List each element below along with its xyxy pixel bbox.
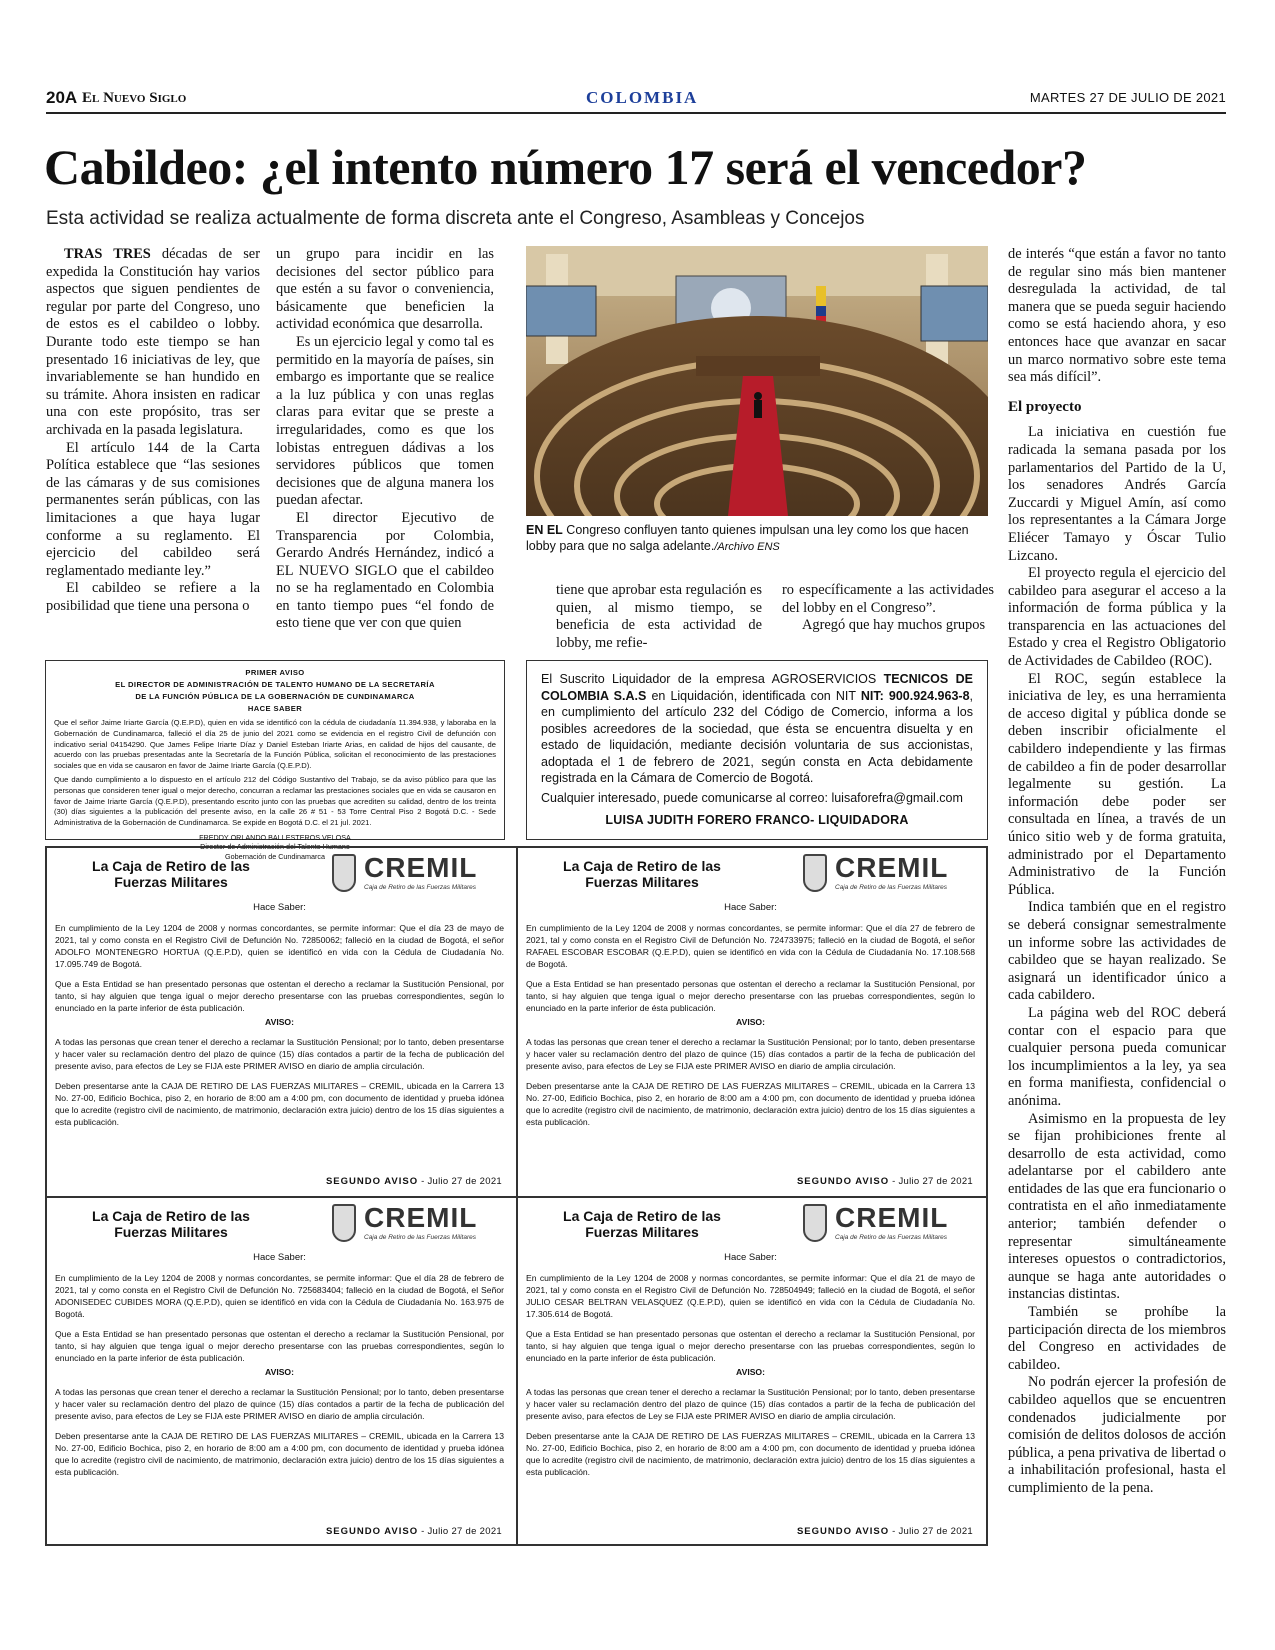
paragraph: El ROC, según establece la iniciativa de ley, es una herramienta de acceso digital y pública donde se deben inscribir oficialmente el cabildero independiente y las firmas de cabildeo a fin de poder desarrollar legalmente su gestión. La información debe poder ser consultada en línea, a través de un único sitio web y de forma gratuita, administrado por el Departamento Administrativo de la Función Pública. xyxy=(1008,670,1226,898)
paragraph: A todas las personas que crean tener el derecho a reclamar la Sustitución Pensional; por lo tanto, deben presentarse y hacer valer su reclamación dentro del plazo de quince (15) días contados a partir de la fecha de publicación del presente aviso, para efectos de Ley se FIJA este PRIMER AVISO en diario de amplia circulación. xyxy=(55,1037,504,1071)
lead-in: TRAS TRES xyxy=(64,246,151,262)
cremil-logo: CREMIL Caja de Retiro de las Fuerzas Militares xyxy=(332,1204,492,1242)
notice-footer: SEGUNDO AVISO - Julio 27 de 2021 xyxy=(325,1176,502,1187)
cremil-notice xyxy=(45,846,514,1194)
cremil-notice xyxy=(45,1196,514,1544)
paragraph: Que a Esta Entidad se han presentado personas que ostentan el derecho a reclamar la Sustitución Pensional, por tanto, si hay alguien que tenga igual o mejor derecho presentarse con las pruebas correspondientes, según lo enunciado en la parte inferior de ésta publicación. xyxy=(55,1329,504,1363)
page-header xyxy=(46,88,1226,114)
liquidation-notice xyxy=(526,660,988,840)
notice-body xyxy=(55,1272,504,1486)
notice-signature: FREDDY ORLANDO BALLESTEROS VELOSA Director de Administración del Talento Humano Gobernación de Cundinamarca xyxy=(199,832,351,861)
subheadline: Esta actividad se realiza actualmente de forma discreta ante el Congreso, Asambleas y Concejos xyxy=(46,208,865,229)
headline: Cabildeo: ¿el intento número 17 será el vencedor? xyxy=(44,139,1087,195)
aviso-label: AVISO: xyxy=(265,1017,294,1027)
cremil-logo: CREMIL Caja de Retiro de las Fuerzas Militares xyxy=(803,1204,963,1242)
paragraph: A todas las personas que crean tener el derecho a reclamar la Sustitución Pensional; por lo tanto, deben presentarse y hacer valer su reclamación dentro del plazo de quince (15) días contados a partir de la fecha de publicación del presente aviso, para efectos de Ley se FIJA este PRIMER AVISO en diario de amplia circulación. xyxy=(55,1387,504,1421)
paragraph: En cumplimiento de la Ley 1204 de 2008 y normas concordantes, se permite informar: Que el día 28 de febrero de 2021, tal y como consta en el Registro Civil de Defunción No. 725683404; falleció en la ciudad de Bogotá, el Señor ADONISEDEC CUBIDES MORA (Q.E.P.D), quien se identificó en vida con la Cédula de Ciudadanía No. 163.975 de Bogotá. xyxy=(55,1273,504,1319)
shield-icon xyxy=(803,1204,827,1242)
paragraph: El artículo 144 de la Carta Política establece que “las sesiones de las cámaras y de sus comisiones permanentes serán públicas, con las limitaciones a que haya lugar conforme a su reglamento. El ejercicio del cabildeo será reglamentado mediante ley.” xyxy=(46,439,260,579)
liquidation-text: El Suscrito Liquidador de la empresa AGROSERVICIOS TECNICOS DE COLOMBIA S.A.S en Liquidación, identificada con NIT NIT: 900.924.963-8, en cumplimiento del artículo 232 del Código de Comercio, informa a los posibles acreedores de la sociedad, que ésta se encuentra disuelta y en estado de liquidación, mediante decisión voluntaria de sus accionistas, adoptada el 1 de febrero de 2021, según consta en Acta debidamente registrada en la Cámara de Comercio de Bogotá. xyxy=(541,672,973,785)
paragraph: Deben presentarse ante la CAJA DE RETIRO DE LAS FUERZAS MILITARES – CREMIL, ubicada en la Carrera 13 No. 27-00, Edificio Bochica, piso 2, en horario de 8:00 am a 4:00 pm, con documento de identidad y prueba idónea que lo acredite (registro civil de nacimiento, de matrimonio, declaración extra juicio) dentro de los 15 días siguientes a esta publicación. xyxy=(55,1431,504,1477)
notice-heading: La Caja de Retiro de las Fuerzas Militares xyxy=(92,858,250,890)
aviso-label: AVISO: xyxy=(265,1367,294,1377)
notice-body xyxy=(526,922,975,1136)
liquidation-signature: LUISA JUDITH FORERO FRANCO- LIQUIDADORA xyxy=(605,813,909,827)
hace-saber: Hace Saber: xyxy=(724,1252,777,1263)
aviso-label: AVISO: xyxy=(736,1367,765,1377)
paragraph: Que a Esta Entidad se han presentado personas que ostentan el derecho a reclamar la Sustitución Pensional, por tanto, si hay alguien que tenga igual o mejor derecho presentarse con las pruebas correspondientes, según lo enunciado en la parte inferior de ésta publicación. xyxy=(526,1329,975,1363)
liquidation-contact: Cualquier interesado, puede comunicarse al correo: luisaforefra@gmail.com xyxy=(541,790,963,805)
paragraph: La página web del ROC deberá contar con el espacio para que cualquier persona pueda comunicar los incumplimientos a la ley, ya sea en forma manifiesta, confidencial o anónima. xyxy=(1008,1004,1226,1109)
issue-date: MARTES 27 DE JULIO DE 2021 xyxy=(1029,90,1226,105)
article-column-4 xyxy=(782,582,994,635)
primer-aviso-notice xyxy=(45,660,505,861)
notice-footer: SEGUNDO AVISO - Julio 27 de 2021 xyxy=(325,1526,502,1537)
paragraph: En cumplimiento de la Ley 1204 de 2008 y normas concordantes, se permite informar: Que el día 23 de mayo de 2021, tal y como consta en el Registro Civil de Defunción No. 72850062; falleció en la ciudad de Bogotá, el señor ADOLFO MONTENEGRO HORTUA (Q.E.P.D), quien se identificó en vida con la Cédula de Ciudadanía No. 17.095.749 de Bogotá. xyxy=(55,923,504,969)
paragraph: En cumplimiento de la Ley 1204 de 2008 y normas concordantes, se permite informar: Que el día 21 de mayo de 2021, tal y como consta en el Registro Civil de Defunción No. 728504949; falleció en la ciudad de Bogotá, el señor JULIO CESAR BELTRAN VELASQUEZ (Q.E.P.D), quien se identificó en vida con la Cédula de Ciudadanía No. 17.305.614 de Bogotá. xyxy=(526,1273,975,1319)
paragraph: El proyecto regula el ejercicio del cabildeo para asegurar el acceso a la información de forma pública y la transparencia en las actuaciones del Estado y crea el Registro Obligatorio de Actividades de Cabildeo (ROC). xyxy=(1008,565,1226,670)
notice-body xyxy=(55,922,504,1136)
paragraph: Que a Esta Entidad se han presentado personas que ostentan el derecho a reclamar la Sustitución Pensional, por tanto, si hay alguien que tenga igual o mejor derecho presentarse con las pruebas correspondientes, según lo enunciado en la parte inferior de ésta publicación. xyxy=(526,979,975,1013)
article-column-2 xyxy=(276,246,494,633)
section-subtitle: El proyecto xyxy=(1008,398,1082,415)
article-column-1 xyxy=(46,246,260,615)
paragraph: El cabildeo se refiere a la posibilidad que tiene una persona o xyxy=(46,580,260,614)
paragraph: A todas las personas que crean tener el derecho a reclamar la Sustitución Pensional; por lo tanto, deben presentarse y hacer valer su reclamación dentro del plazo de quince (15) días contados a partir de la fecha de publicación del presente aviso, para efectos de Ley se FIJA este PRIMER AVISO en diario de amplia circulación. xyxy=(526,1387,975,1421)
paragraph: Que a Esta Entidad se han presentado personas que ostentan el derecho a reclamar la Sustitución Pensional, por tanto, si hay alguien que tenga igual o mejor derecho presentarse con las pruebas correspondientes, según lo enunciado en la parte inferior de ésta publicación. xyxy=(55,979,504,1013)
notice-line: HACE SABER xyxy=(247,704,303,713)
paragraph: En cumplimiento de la Ley 1204 de 2008 y normas concordantes, se permite informar: Que el día 27 de febrero de 2021, tal y como consta en el Registro Civil de Defunción No. 724733975; falleció en la ciudad de Bogotá, el señor RAFAEL ESCOBAR ESCOBAR (Q.E.P.D), quien se identificó en vida con la Cédula de Ciudadanía No. 17.108.568 de Bogotá. xyxy=(526,923,975,969)
notice-heading: La Caja de Retiro de las Fuerzas Militares xyxy=(563,858,721,890)
page-number: 20A xyxy=(46,88,78,107)
paragraph: Deben presentarse ante la CAJA DE RETIRO DE LAS FUERZAS MILITARES – CREMIL, ubicada en la Carrera 13 No. 27-00, Edificio Bochica, piso 2, en horario de 8:00 am a 4:00 pm, con documento de identidad y prueba idónea que lo acredite (registro civil de nacimiento, de matrimonio, declaración extra juicio) dentro de los 15 días siguientes a esta publicación. xyxy=(55,1081,504,1127)
paragraph: ro específicamente a las actividades del lobby en el Congreso”. xyxy=(782,582,994,616)
hace-saber: Hace Saber: xyxy=(253,902,306,913)
notice-footer: SEGUNDO AVISO - Julio 27 de 2021 xyxy=(796,1526,973,1537)
shield-icon xyxy=(803,854,827,892)
paragraph: tiene que aprobar esta regulación es quien, al mismo tiempo, se beneficia de esta actividad de lobby, me refie- xyxy=(556,582,762,651)
notice-body: Que el señor Jaime Iriarte García (Q.E.P.D), quien en vida se identificó con la cédula de ciudadanía 11.394.938, y laboraba en la Gobernación de Cundinamarca, falleció el día 25 de junio del 2021 como se evidencia en el registro Civil de defunción con indicativo serial 04154290. Que James Felipe Iriarte Díaz y Daniel Esteban Iriarte Arias, en calidad de hijos del causante, de acuerdo con las pruebas presentadas ante la Secretaría de la Función Pública, solicitan el reconocimiento de las prestaciones sociales que en vida se causaron en favor de Jaime Iriarte García (Q.E.P.D). xyxy=(54,718,496,771)
paragraph: Deben presentarse ante la CAJA DE RETIRO DE LAS FUERZAS MILITARES – CREMIL, ubicada en la Carrera 13 No. 27-00, Edificio Bochica, piso 2, en horario de 8:00 am a 4:00 pm, con documento de identidad y prueba idónea que lo acredite (registro civil de nacimiento, de matrimonio, declaración extra juicio) dentro de los 15 días siguientes a esta publicación. xyxy=(526,1431,975,1477)
notice-body: Que dando cumplimiento a lo dispuesto en el artículo 212 del Código Sustantivo del Trabajo, se da aviso público para que las personas que consideren tener igual o mejor derecho, concurran a reclamar las prestaciones sociales que en vida se causaron en favor de Jaime Iriarte García (Q.E.P.D), presentando escrito junto con las pruebas que acrediten su calidad, dentro de los treinta (30) días siguientes a la publicación del presente aviso, en la calle 26 # 51 - 53 Torre Central Piso 2 Bogotá D.C. - Sede Administrativa de la Gobernación de Cundinamarca. Se expide en Bogotá D.C. el 21 jul. 2021. xyxy=(54,774,496,828)
paragraph: Deben presentarse ante la CAJA DE RETIRO DE LAS FUERZAS MILITARES – CREMIL, ubicada en la Carrera 13 No. 27-00, Edificio Bochica, piso 2, en horario de 8:00 am a 4:00 pm, con documento de identidad y prueba idónea que lo acredite (registro civil de nacimiento, de matrimonio, declaración extra juicio) dentro de los 15 días siguientes a esta publicación. xyxy=(526,1081,975,1127)
cremil-notice xyxy=(516,1196,985,1544)
shield-icon xyxy=(332,1204,356,1242)
photo-caption: EN EL Congreso confluyen tanto quienes impulsan una ley como los que hacen lobby para que no salga adelante./Archivo ENS xyxy=(526,523,969,553)
article-column-3 xyxy=(556,582,762,652)
paragraph: La iniciativa en cuestión fue radicada la semana pasada por los parlamentarios del Partido de la U, los senadores Andrés García Zuccardi y Miguel Amín, así como los representantes a la Cámara Jorge Eliécer Tamayo y Óscar Tulio Lizcano. xyxy=(1008,424,1226,564)
cremil-notice xyxy=(516,846,985,1194)
notice-line: EL DIRECTOR DE ADMINISTRACIÓN DE TALENTO HUMANO DE LA SECRETARÍA xyxy=(115,680,435,689)
notice-line: DE LA FUNCIÓN PÚBLICA DE LA GOBERNACIÓN DE CUNDINAMARCA xyxy=(135,692,415,701)
notice-title: PRIMER AVISO xyxy=(245,668,305,677)
hace-saber: Hace Saber: xyxy=(253,1252,306,1263)
cremil-logo: CREMIL Caja de Retiro de las Fuerzas Militares xyxy=(332,854,492,892)
shield-icon xyxy=(332,854,356,892)
cremil-logo: CREMIL Caja de Retiro de las Fuerzas Militares xyxy=(803,854,963,892)
paragraph: También se prohíbe la participación directa de los miembros del Congreso en actividades de cabildeo. xyxy=(1008,1304,1226,1373)
paragraph: TRAS TRES décadas de ser expedida la Constitución hay varios aspectos que siguen pendientes de regular por parte del Congreso, uno de estos es el cabildeo o lobby. Durante todo este tiempo se han presentado 16 iniciativas de ley, que invariablemente se han hundido en su trámite. Ahora insisten en radicar una con este propósito, tras ser archivada en la pasada legislatura. xyxy=(46,246,260,438)
notice-footer: SEGUNDO AVISO - Julio 27 de 2021 xyxy=(796,1176,973,1187)
paragraph: El director Ejecutivo de Transparencia por Colombia, Gerardo Andrés Hernández, indicó a EL NUEVO SIGLO que el cabildeo no se ha reglamentado en Colombia en tanto tiempo pues “el fondo de esto tiene que ver con que quien xyxy=(276,509,494,632)
congress-photo xyxy=(526,246,988,516)
paragraph: A todas las personas que crean tener el derecho a reclamar la Sustitución Pensional; por lo tanto, deben presentarse y hacer valer su reclamación dentro del plazo de quince (15) días contados a partir de la fecha de publicación del presente aviso, para efectos de Ley se FIJA este PRIMER AVISO en diario de amplia circulación. xyxy=(526,1037,975,1071)
notice-heading: La Caja de Retiro de las Fuerzas Militares xyxy=(92,1208,250,1240)
notice-body xyxy=(526,1272,975,1486)
paragraph: de interés “que están a favor no tanto de regular sino más bien mantener desregulada la actividad, de tal manera que se pueda seguir haciendo como se está haciendo ahora, y eso entonces hace que avanzar en sacar un marco normativo sobre este tema sea más difícil”. xyxy=(1008,246,1226,386)
newspaper-name: El Nuevo Siglo xyxy=(82,90,187,106)
notice-heading: La Caja de Retiro de las Fuerzas Militares xyxy=(563,1208,721,1240)
paragraph: un grupo para incidir en las decisiones del sector público para que estén a su favor o conveniencia, básicamente que beneficien la actividad económica que desarrolla. xyxy=(276,246,494,333)
paragraph: Es un ejercicio legal y como tal es permitido en la mayoría de países, sin embargo es importante que se realice a la luz pública y con unas reglas claras para evitar que se preste a irregularidades, como es que los lobistas entreguen dádivas a los servidores públicos que tomen decisiones que de alguna manera los puedan afectar. xyxy=(276,333,494,509)
congress-chamber-illustration xyxy=(526,246,988,516)
paragraph: Indica también que en el registro se deberá consignar semestralmente un informe sobre las actividades de cabildeo que se hayan realizado. Se asignará un identificador único a cada cabildero. xyxy=(1008,899,1226,1004)
hace-saber: Hace Saber: xyxy=(724,902,777,913)
paragraph: Agregó que hay muchos grupos xyxy=(802,617,986,634)
article-column-5 xyxy=(1008,246,1226,1498)
section-title: COLOMBIA xyxy=(586,88,699,107)
aviso-label: AVISO: xyxy=(736,1017,765,1027)
paragraph: No podrán ejercer la profesión de cabildeo aquellos que se encuentren condenados judicialmente por comisión de delitos dolosos de acción pública, a pena privativa de libertad o a inhabilitación profesional, hasta el cumplimiento de la pena. xyxy=(1008,1374,1226,1496)
paragraph: Asimismo en la propuesta de ley se fijan prohibiciones frente al desarrollo de esta actividad, como adelantarse por el cabildero ante entidades de las que era funcionario o contratista en el año inmediatamente anterior; también defender o representar simultáneamente intereses opuestos o contradictorios, aunque se haga ante autoridades o instancias distintas. xyxy=(1008,1110,1226,1303)
